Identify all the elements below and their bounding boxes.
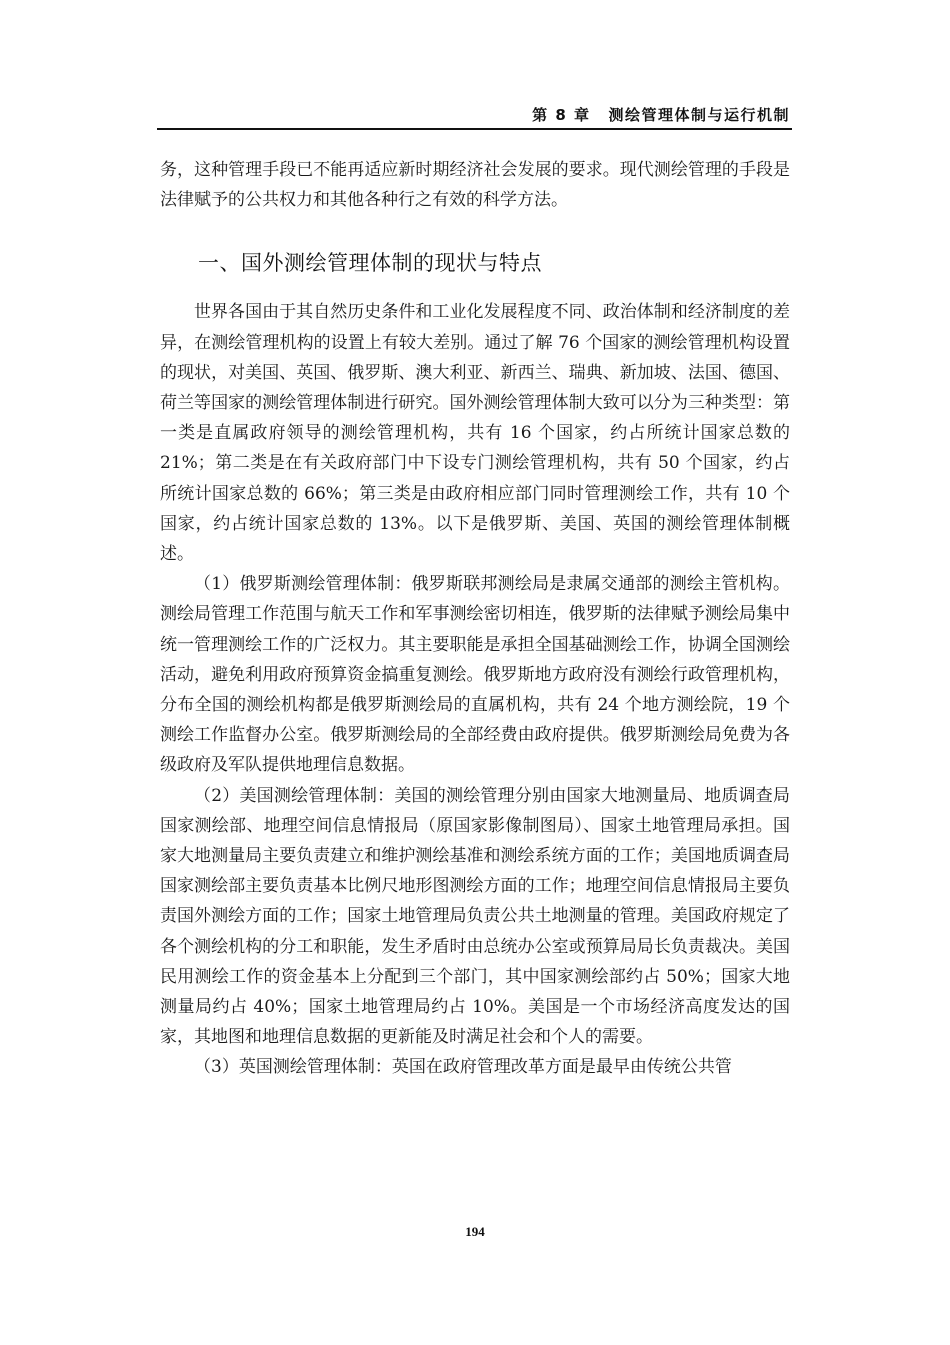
paragraph-overview: 世界各国由于其自然历史条件和工业化发展程度不同、政治体制和经济制度的差异，在测绘管理机构的设置上有较大差别。通过了解 76 个国家的测绘管理机构设置的现状，对美国、英国、俄罗斯、澳大利亚、新西兰、瑞典、新加坡、法国、德国、荷兰等国家的测绘管理体制进行研究。国外测绘管理体制大致可以分为三种类型：第一类是直属政府领导的测绘管理机构，共有 16 个国家，约占所统计国家总数的 21%；第二类是在有关政府部门中下设专门测绘管理机构，共有 50 个国家，约占所统计国家总数的 66%；第三类是由政府相应部门同时管理测绘工作，共有 10 个国家，约占统计国家总数的 13%。以下是俄罗斯、美国、英国的测绘管理体制概述。 (160, 302, 790, 565)
chapter-label: 第 8 章 (532, 106, 591, 124)
running-header (158, 104, 790, 125)
paragraph-uk: （3）英国测绘管理体制：英国在政府管理改革方面是最早由传统公共管 (194, 1057, 732, 1078)
chapter-title: 测绘管理体制与运行机制 (608, 106, 790, 124)
section-heading: 一、国外测绘管理体制的现状与特点 (198, 251, 542, 276)
paragraph-usa: （2）美国测绘管理体制：美国的测绘管理分别由国家大地测量局、地质调查局国家测绘部、地理空间信息情报局（原国家影像制图局）、国家土地管理局承担。国家大地测量局主要负责建立和维护测绘基准和测绘系统方面的工作；美国地质调查局国家测绘部主要负责基本比例尺地形图测绘方面的工作；地理空间信息情报局主要负责国外测绘方面的工作；国家土地管理局负责公共土地测量的管理。美国政府规定了各个测绘机构的分工和职能，发生矛盾时由总统办公室或预算局局长负责裁决。美国民用测绘工作的资金基本上分配到三个部门，其中国家测绘部约占 50%；国家大地测量局约占 40%；国家土地管理局约占 10%。美国是一个市场经济高度发达的国家，其地图和地理信息数据的更新能及时满足社会和个人的需要。 (160, 785, 790, 1048)
paragraph-russia: （1）俄罗斯测绘管理体制：俄罗斯联邦测绘局是隶属交通部的测绘主管机构。测绘局管理工作范围与航天工作和军事测绘密切相连，俄罗斯的法律赋予测绘局集中统一管理测绘工作的广泛权力。其主要职能是承担全国基础测绘工作，协调全国测绘活动，避免利用政府预算资金搞重复测绘。俄罗斯地方政府没有测绘行政管理机构，分布全国的测绘机构都是俄罗斯测绘局的直属机构，共有 24 个地方测绘院，19 个测绘工作监督办公室。俄罗斯测绘局的全部经费由政府提供。俄罗斯测绘局免费为各级政府及军队提供地理信息数据。 (160, 574, 790, 776)
page-number: 194 (465, 1224, 485, 1239)
header-rule (157, 128, 792, 130)
opening-paragraph: 务，这种管理手段已不能再适应新时期经济社会发展的要求。现代测绘管理的手段是法律赋予的公共权力和其他各种行之有效的科学方法。 (160, 160, 790, 211)
page-content (160, 155, 790, 1083)
